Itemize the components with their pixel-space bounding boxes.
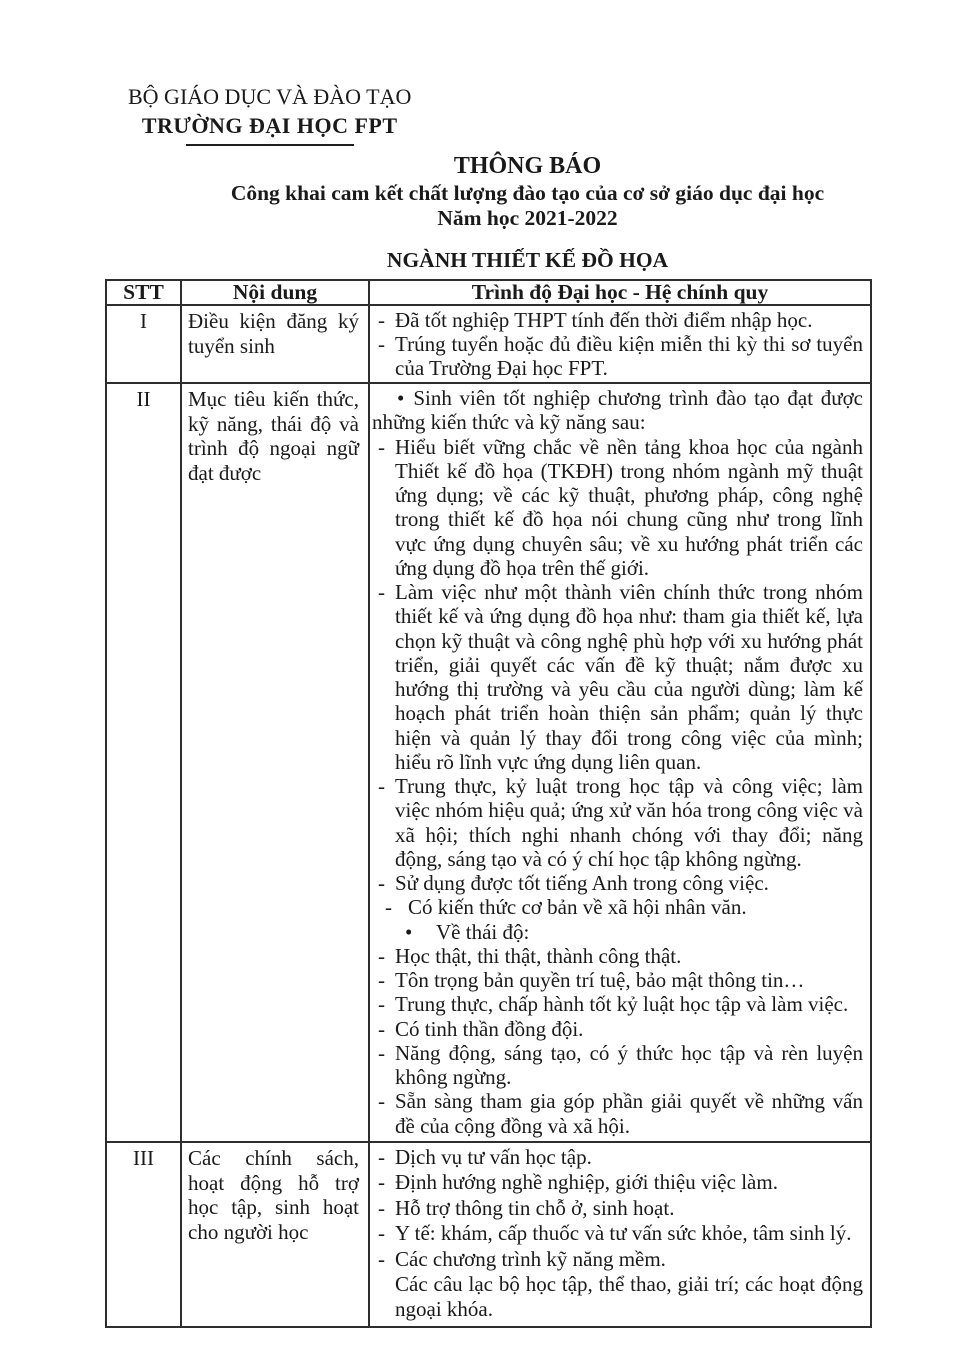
row-topic-cell: Các chính sách, hoạt động hỗ trợ học tập, sinh hoạt cho người học xyxy=(181,1142,369,1327)
dash-marker: - xyxy=(378,1221,385,1246)
row-number-cell: III xyxy=(106,1142,181,1327)
list-item-text: Trúng tuyển hoặc đủ điều kiện miễn thi kỳ thi sơ tuyển của Trường Đại học FPT. xyxy=(395,332,863,381)
row-number-cell: I xyxy=(106,305,181,383)
list-item xyxy=(372,774,863,871)
list-item-text: Y tế: khám, cấp thuốc và tư vấn sức khỏe, tâm sinh lý. xyxy=(395,1221,852,1246)
row-topic-cell: Mục tiêu kiến thức, kỹ năng, thái độ và trình độ ngoại ngữ đạt được xyxy=(181,383,369,1142)
row-content-cell xyxy=(369,1142,871,1327)
list-item-text: Sẵn sàng tham gia góp phần giải quyết về những vấn đề của cộng đồng và xã hội. xyxy=(395,1089,863,1138)
dash-marker: - xyxy=(378,1246,385,1271)
major-title: NGÀNH THIẾT KẾ ĐỒ HỌA xyxy=(386,248,669,272)
list-item-text: Hiểu biết vững chắc về nền tảng khoa học của ngành Thiết kế đồ họa (TKĐH) trong nhóm ngành mỹ thuật ứng dụng; về các kỹ thuật, phương pháp, công nghệ trong thiết kế đồ họa nói chung cũng như trong lĩnh vực ứng dụng chuyên sâu; về xu hướng phát triển các ứng dụng đồ họa trên thế giới. xyxy=(395,434,863,580)
list-item xyxy=(372,386,863,435)
list-item-text: Làm việc như một thành viên chính thức trong nhóm thiết kế và ứng dụng đồ họa như: tham gia thiết kế, lựa chọn kỹ thuật và công nghệ phù hợp với xu hướng phát triển, giải quyết các vấn đề kỹ thuật; nắm được xu hướng thị trường và yêu cầu của người dùng; làm kế hoạch phát triển hoàn thiện sản phẩm; quản lý thực hiện và quản lý thay đổi trong công việc của mình; hiểu rõ lĩnh vực ứng dụng liên quan. xyxy=(395,580,863,774)
list-item xyxy=(372,1247,863,1272)
dash-marker: - xyxy=(378,1016,385,1041)
table-row xyxy=(106,305,871,383)
table-body xyxy=(106,305,871,1327)
ministry-name: BỘ GIÁO DỤC VÀ ĐÀO TẠO xyxy=(128,84,412,109)
dash-marker: - xyxy=(378,1195,385,1220)
list-item xyxy=(372,944,863,968)
column-header-stt: STT xyxy=(106,280,181,305)
column-header-trinh-do: Trình độ Đại học - Hệ chính quy xyxy=(369,280,871,305)
list-item-text: Các câu lạc bộ học tập, thể thao, giải trí; các hoạt động ngoại khóa. xyxy=(395,1272,863,1322)
column-header-noi-dung: Nội dung xyxy=(181,280,369,305)
list-item xyxy=(372,1196,863,1221)
dash-marker: - xyxy=(378,968,385,992)
list-item xyxy=(372,1170,863,1195)
notice-subtitle: Công khai cam kết chất lượng đào tạo của cơ sở giáo dục đại học xyxy=(230,181,825,205)
school-name: TRƯỜNG ĐẠI HỌC FPT xyxy=(141,113,398,138)
commitment-table xyxy=(105,279,872,1328)
school-year-line: Năm học 2021-2022 xyxy=(437,206,618,230)
row-content-cell xyxy=(369,383,871,1142)
list-item-text: Có kiến thức cơ bản về xã hội nhân văn. xyxy=(408,895,747,920)
list-item-text: Sinh viên tốt nghiệp chương trình đào tạo đạt được những kiến thức và kỹ năng sau: xyxy=(372,386,863,435)
list-item-text: Có tinh thần đồng đội. xyxy=(395,1016,584,1041)
dash-marker: - xyxy=(378,1040,385,1065)
table-row xyxy=(106,1142,871,1327)
list-item-text: Trung thực, kỷ luật trong học tập và công việc; làm việc nhóm hiệu quả; ứng xử văn hóa trong công việc và xã hội; thích nghi nhanh chóng với thay đổi; năng động, sáng tạo và có ý chí học tập không ngừng. xyxy=(395,774,863,871)
list-item-text: Năng động, sáng tạo, có ý thức học tập và rèn luyện không ngừng. xyxy=(395,1040,863,1089)
row-number-cell: II xyxy=(106,383,181,1142)
title-block xyxy=(95,152,960,231)
notice-title: THÔNG BÁO xyxy=(453,153,602,179)
list-item-text: Đã tốt nghiệp THPT tính đến thời điểm nhập học. xyxy=(395,308,813,332)
list-item xyxy=(372,871,863,895)
dash-marker: - xyxy=(378,1089,385,1114)
list-item-text: Trung thực, chấp hành tốt kỷ luật học tập và làm việc. xyxy=(395,992,849,1017)
table-row xyxy=(106,383,871,1142)
dash-marker: - xyxy=(378,308,385,332)
list-item xyxy=(372,332,863,380)
row-topic-cell: Điều kiện đăng ký tuyển sinh xyxy=(181,305,369,383)
list-item-text: Sử dụng được tốt tiếng Anh trong công việc. xyxy=(395,871,769,895)
list-item xyxy=(372,992,863,1016)
dash-marker: - xyxy=(378,332,385,357)
dash-marker: - xyxy=(378,992,385,1017)
list-item xyxy=(372,308,863,332)
list-item-text: Tôn trọng bản quyền trí tuệ, bảo mật thông tin… xyxy=(395,968,805,992)
list-item-text: Về thái độ: xyxy=(436,919,530,944)
dash-marker: - xyxy=(378,871,385,895)
list-item xyxy=(372,1017,863,1041)
list-item xyxy=(372,895,863,919)
list-item xyxy=(372,1089,863,1138)
dash-marker: - xyxy=(378,1145,385,1169)
dash-marker: - xyxy=(378,774,385,798)
list-item xyxy=(372,1272,863,1323)
list-item xyxy=(372,1221,863,1246)
dash-marker: - xyxy=(385,895,392,920)
row-content-cell xyxy=(369,305,871,383)
dash-marker: - xyxy=(378,943,385,968)
list-item-text: Các chương trình kỹ năng mềm. xyxy=(395,1246,666,1271)
list-item xyxy=(372,920,863,944)
list-item xyxy=(372,1145,863,1170)
letterhead xyxy=(128,82,411,146)
letterhead-underline xyxy=(186,144,354,146)
list-item xyxy=(372,435,863,581)
dash-marker: - xyxy=(378,1170,385,1195)
table-header-row xyxy=(106,280,871,305)
list-item-text: Định hướng nghề nghiệp, giới thiệu việc làm. xyxy=(395,1170,778,1195)
list-item-text: Hỗ trợ thông tin chỗ ở, sinh hoạt. xyxy=(395,1195,675,1220)
list-item-text: Học thật, thi thật, thành công thật. xyxy=(395,943,682,968)
list-item xyxy=(372,580,863,774)
bullet-marker: • xyxy=(397,386,405,410)
bullet-marker: • xyxy=(405,919,413,944)
list-item xyxy=(372,1041,863,1090)
list-item xyxy=(372,968,863,992)
dash-marker: - xyxy=(378,434,385,459)
dash-marker: - xyxy=(378,580,385,604)
list-item-text: Dịch vụ tư vấn học tập. xyxy=(395,1145,592,1169)
